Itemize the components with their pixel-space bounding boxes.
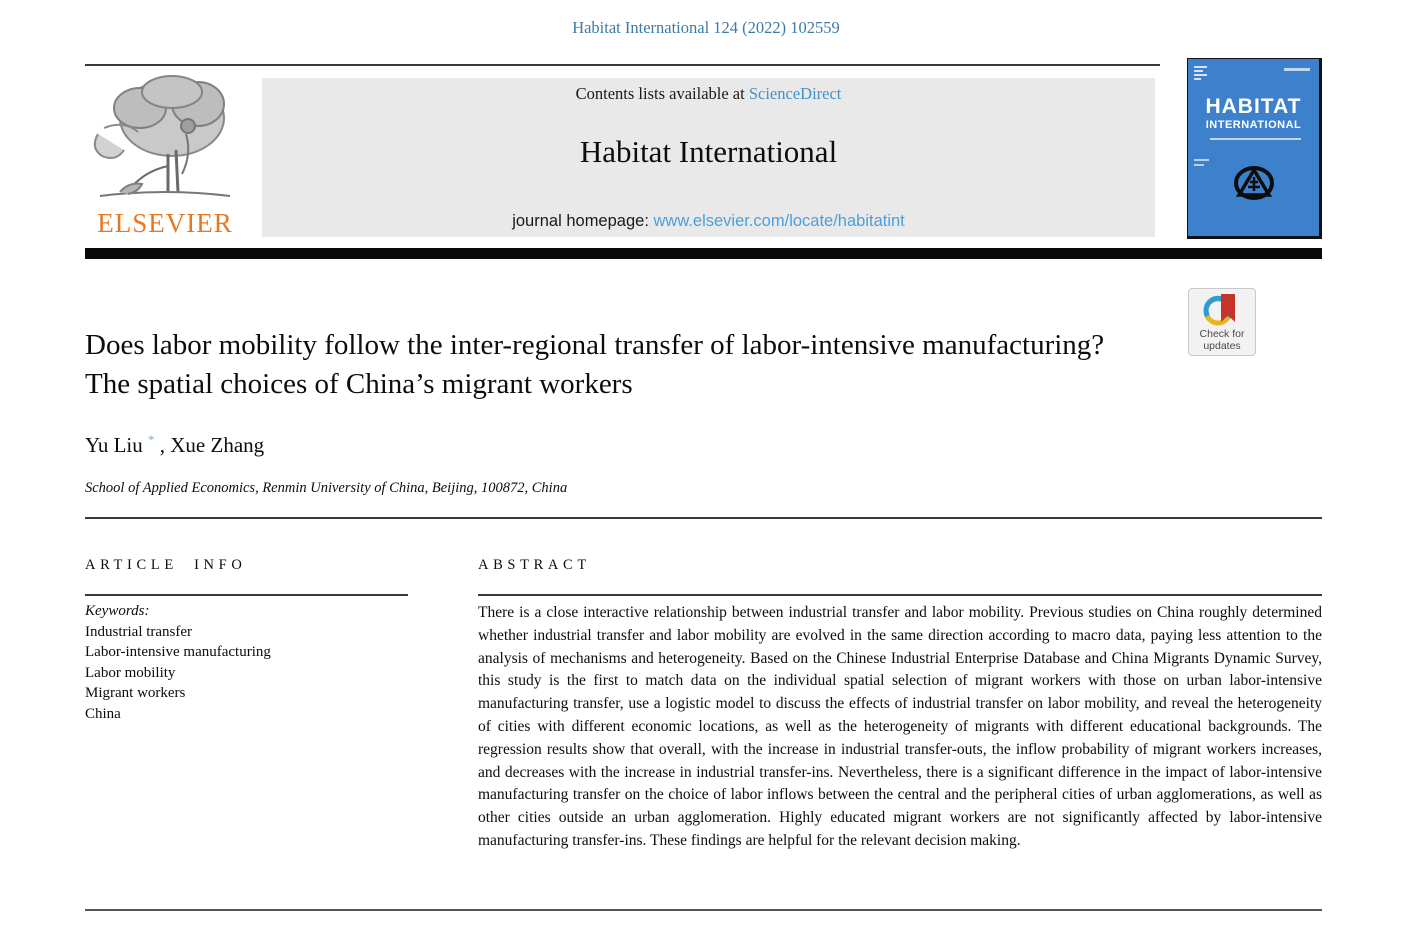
article-info-rule — [85, 594, 408, 596]
cover-issn-mark — [1284, 68, 1310, 71]
cover-title-habitat: HABITAT — [1205, 95, 1302, 118]
journal-cover-thumbnail[interactable] — [1187, 58, 1322, 239]
header-top-rule — [85, 64, 1160, 66]
badge-label-line1: Check for — [1199, 328, 1245, 340]
contents-lists-text: Contents lists available at — [575, 84, 749, 103]
check-for-updates-badge[interactable] — [1188, 288, 1256, 356]
elsevier-tree-icon — [85, 70, 245, 206]
cover-emblem-icon — [1231, 163, 1277, 210]
page-bottom-rule — [85, 909, 1322, 911]
author-line — [85, 432, 264, 458]
cover-publisher-mark — [1194, 66, 1209, 84]
homepage-label: journal homepage: — [512, 212, 654, 230]
journal-homepage-line — [262, 212, 1155, 231]
keyword-item: Labor mobility — [85, 664, 176, 681]
journal-banner — [262, 78, 1155, 237]
author-name-1: Yu Liu — [85, 433, 143, 457]
badge-label-line2: updates — [1203, 340, 1241, 352]
cover-editor-mark — [1194, 159, 1210, 169]
corresponding-author-asterisk[interactable]: * — [148, 432, 155, 447]
author-name-2: , Xue Zhang — [159, 433, 265, 457]
abstract-text: There is a close interactive relationship between industrial transfer and labor mobility. Previous studies on China roughly determined whether industrial transfer and labor mobility are evolved in the same direction according to macro data, paying less attention to the analysis of mechanisms and heterogeneity. Based on the Chinese Industrial Enterprise Database and China Migrants Dynamic Survey, this study is the first to match data on the individual spatial selection of migrant workers with those on urban labor-intensive manufacturing transfer, use a logistic model to discuss the effects of industrial transfer on labor mobility, and reveal the heterogeneity of cities with different economic locations, as well as the heterogeneity of migrants with different educational backgrounds. The regression results show that overall, with the increase in industrial transfer-outs, the inflow probability of migrant workers increases, and decreases with the increase in industrial transfer-ins. Nevertheless, there is a significant difference in the impact of labor-intensive manufacturing transfer on the choice of labor inflows between the central and the peripheral cities of urban agglomerations, as well as other cities outside an urban agglomeration. Highly educated migrant workers are not significantly affected by labor-intensive manufacturing transfer-ins. These findings are helpful for the relevant decision making. — [478, 604, 1322, 849]
homepage-url-link[interactable]: www.elsevier.com/locate/habitatint — [653, 212, 905, 230]
header-divider-bar — [85, 248, 1322, 259]
elsevier-logo[interactable] — [85, 70, 245, 240]
cover-title-international: INTERNATIONAL — [1205, 119, 1302, 131]
crossmark-icon — [1189, 292, 1255, 328]
article-info-heading: ARTICLE INFO — [85, 557, 247, 573]
journal-citation-link[interactable]: Habitat International 124 (2022) 102559 — [572, 18, 840, 37]
keyword-item: Migrant workers — [85, 685, 186, 701]
keyword-item: China — [85, 705, 121, 722]
keywords-block — [85, 601, 425, 724]
section-top-rule — [85, 517, 1322, 519]
journal-name: Habitat International — [579, 134, 838, 169]
contents-lists-line — [262, 84, 1155, 104]
sciencedirect-link[interactable]: ScienceDirect — [748, 84, 842, 103]
cover-subtitle-mark — [1210, 138, 1301, 140]
keywords-label: Keywords: — [85, 603, 150, 619]
keyword-item: Labor-intensive manufacturing — [85, 644, 271, 660]
elsevier-wordmark: ELSEVIER — [97, 208, 233, 238]
author-affiliation: School of Applied Economics, Renmin University of China, Beijing, 100872, China — [85, 480, 568, 496]
abstract-heading: ABSTRACT — [478, 557, 591, 573]
keyword-item: Industrial transfer — [85, 623, 193, 640]
article-title: Does labor mobility follow the inter-regional transfer of labor-intensive manufacturing? The spatial choices of China’s migrant workers — [85, 329, 1105, 400]
abstract-rule — [478, 594, 1322, 596]
